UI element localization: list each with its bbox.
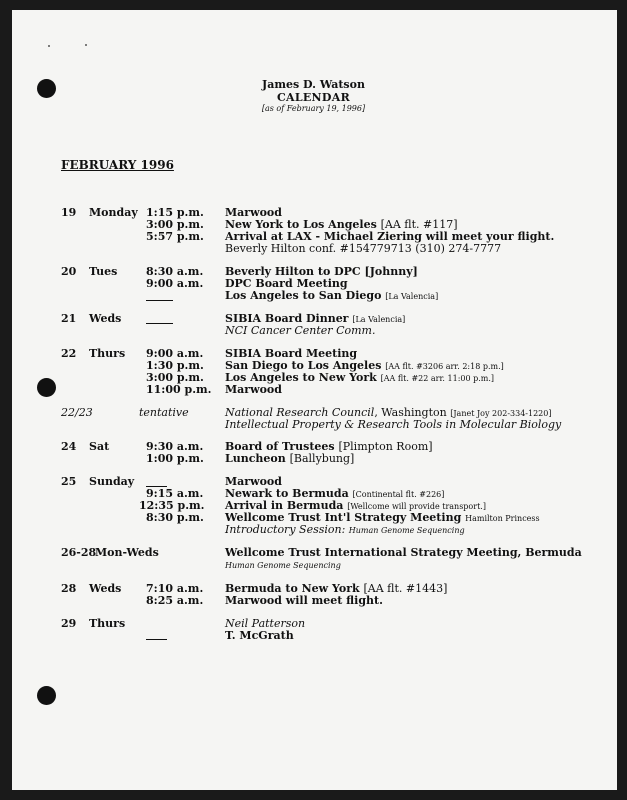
entry-detail: Los Angeles to San Diego [La Valencia] [225,289,439,302]
entry-detail: Beverly Hilton conf. #154779713 (310) 274-7777 [225,242,502,255]
entry-detail: Board of Trustees [Plimpton Room] [225,440,433,453]
entry-detail: Neil Patterson [225,617,306,630]
entry-date: 25 [61,475,77,488]
entry-day: Tues [89,265,118,278]
entry-time: 5:57 p.m. [146,230,204,243]
entry-day: tentative [139,406,189,419]
calendar-owner-name: James D. Watson [262,78,365,91]
entry-day: Mon-Weds [95,546,159,559]
month-heading: FEBRUARY 1996 [61,158,174,172]
entry-day: Weds [89,312,122,325]
entry-detail: SIBIA Board Meeting [225,347,358,360]
entry-detail: DPC Board Meeting [225,277,348,290]
entry-detail: Luncheon [Ballybung] [225,452,355,465]
entry-time: 9:00 a.m. [146,277,204,290]
entry-detail: National Research Council, Washington [Janet Joy 202-334-1220] [225,406,552,419]
entry-day: Thurs [89,617,126,630]
entry-detail: Wellcome Trust International Strategy Meeting, Bermuda [225,546,582,559]
entry-day: Thurs [89,347,126,360]
entry-time: 9:30 a.m. [146,440,204,453]
entry-date: 26-28 [61,546,97,559]
entry-detail: Newark to Bermuda [Continental flt. #226] [225,487,445,500]
entry-time: 3:00 p.m. [146,218,204,231]
entry-date: 19 [61,206,77,219]
entry-detail: San Diego to Los Angeles [AA flt. #3206 arr. 2:18 p.m.] [225,359,504,372]
entry-time: 11:00 p.m. [146,383,212,396]
entry-day: Sunday [89,475,135,488]
entry-detail: Arrival in Bermuda [Wellcome will provide transport.] [225,499,486,512]
entry-detail: Beverly Hilton to DPC [Johnny] [225,265,418,278]
time-blank-line [146,639,167,640]
entry-date: 21 [61,312,77,325]
entry-time: 1:15 p.m. [146,206,204,219]
entry-time: 8:30 p.m. [146,511,204,524]
entry-detail: Arrival at LAX - Michael Ziering will meet your flight. [225,230,555,243]
paper-sheet [12,10,617,790]
entry-detail: Marwood [225,383,282,396]
punch-hole-middle [37,378,56,397]
entry-time: 7:10 a.m. [146,582,204,595]
entry-time: 1:00 p.m. [146,452,204,465]
entry-detail: Introductory Session: Human Genome Sequencing [225,523,465,536]
entry-day: Sat [89,440,110,453]
entry-detail: Marwood [225,475,282,488]
entry-time: 9:15 a.m. [146,487,204,500]
entry-detail: Bermuda to New York [AA flt. #1443] [225,582,448,595]
entry-time: 9:00 a.m. [146,347,204,360]
entry-date: 22 [61,347,77,360]
paper-speck [85,44,87,46]
entry-time: 8:25 a.m. [146,594,204,607]
paper-speck [48,45,50,47]
time-blank-line [146,323,173,324]
as-of-date: [as of February 19, 1996] [261,104,366,113]
entry-date: 20 [61,265,77,278]
entry-detail: T. McGrath [225,629,294,642]
entry-time: 12:35 p.m. [139,499,205,512]
entry-day: Monday [89,206,138,219]
entry-detail: SIBIA Board Dinner [La Valencia] [225,312,406,325]
entry-detail: Marwood will meet flight. [225,594,383,607]
entry-day: Weds [89,582,122,595]
entry-detail: Intellectual Property & Research Tools in Molecular Biology [225,418,562,431]
entry-time: 1:30 p.m. [146,359,204,372]
entry-date: 24 [61,440,77,453]
entry-detail: NCI Cancer Center Comm. [225,324,376,337]
entry-detail: Los Angeles to New York [AA flt. #22 arr. 11:00 p.m.] [225,371,495,384]
punch-hole-bottom [37,686,56,705]
entry-detail: Wellcome Trust Int'l Strategy Meeting Hamilton Princess [225,511,540,524]
entry-detail: New York to Los Angeles [AA flt. #117] [225,218,458,231]
entry-date: 29 [61,617,77,630]
time-blank-line [146,300,173,301]
entry-date: 28 [61,582,77,595]
entry-time: 8:30 a.m. [146,265,204,278]
entry-detail: Marwood [225,206,282,219]
entry-detail: Human Genome Sequencing [225,561,341,570]
entry-date: 22/23 [61,406,93,419]
entry-time: 3:00 p.m. [146,371,204,384]
calendar-title: CALENDAR [276,91,351,104]
